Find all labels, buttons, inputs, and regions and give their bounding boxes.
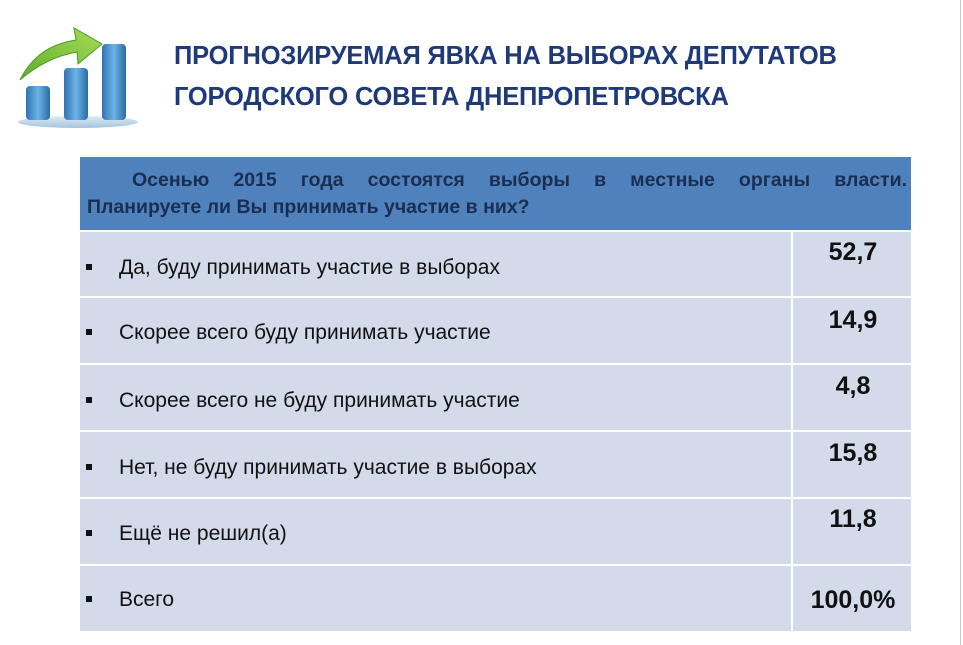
- title-line-1: ПРОГНОЗИРУЕМАЯ ЯВКА НА ВЫБОРАХ ДЕПУТАТОВ: [174, 42, 837, 70]
- table-row-total: [80, 564, 911, 631]
- row-value: 15,8: [828, 439, 878, 467]
- row-value-total: 100,0%: [810, 586, 896, 614]
- row-value: 52,7: [828, 238, 878, 266]
- table-row: [80, 230, 911, 296]
- table-row: [80, 430, 911, 497]
- row-value: 4,8: [835, 372, 871, 400]
- slide-border: [960, 0, 961, 645]
- table-row: [80, 296, 911, 363]
- question-line-2: Планируете ли Вы принимать участие в них?: [87, 196, 530, 218]
- question-header: [80, 157, 911, 230]
- bullet-icon: [86, 530, 92, 536]
- row-label: Нет, не буду принимать участие в выборах: [119, 456, 537, 479]
- bullet-icon: [86, 397, 92, 403]
- row-label: Скорее всего не буду принимать участие: [119, 389, 520, 412]
- table-row: [80, 363, 911, 430]
- row-value: 14,9: [828, 306, 878, 334]
- title-line-2: ГОРОДСКОГО СОВЕТА ДНЕПРОПЕТРОВСКА: [174, 83, 729, 111]
- bullet-icon: [86, 264, 92, 270]
- growth-chart-logo-icon: [12, 4, 142, 130]
- row-value: 11,8: [829, 505, 877, 533]
- survey-table: [80, 157, 911, 631]
- row-label: Да, буду принимать участие в выборах: [119, 256, 500, 279]
- bullet-icon: [86, 464, 92, 470]
- row-label-cell: [80, 566, 793, 631]
- table-row: [80, 497, 911, 564]
- bullet-icon: [86, 596, 92, 602]
- question-line-1: Осенью 2015 года состоятся выборы в местные органы власти.: [132, 169, 907, 191]
- row-label: Ещё не решил(а): [119, 522, 287, 545]
- row-label: Скорее всего буду принимать участие: [119, 321, 491, 344]
- bullet-icon: [86, 329, 92, 335]
- page-title: [174, 36, 934, 118]
- row-label: Всего: [119, 588, 175, 611]
